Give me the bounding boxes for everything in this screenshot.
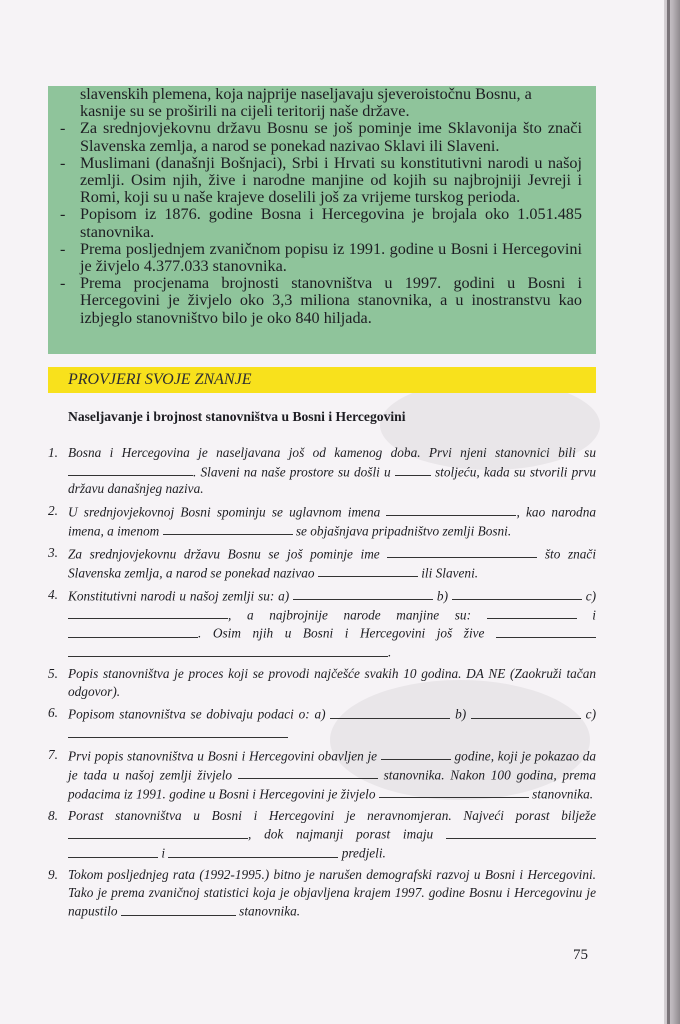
info-intro-line: kasnije su se proširili na cijeli teritorij naše države. xyxy=(80,102,410,121)
question-6: 6. Popisom stanovništva se dobivaju podaci o: a) b) c) xyxy=(48,704,596,742)
answer-blank[interactable] xyxy=(68,843,158,857)
answer-blank[interactable] xyxy=(471,704,581,718)
answer-blank[interactable] xyxy=(68,605,228,619)
answer-blank[interactable] xyxy=(318,563,418,577)
answer-blank[interactable] xyxy=(238,765,378,779)
answer-blank[interactable] xyxy=(68,462,193,476)
answer-blank[interactable] xyxy=(452,586,582,600)
question-8: 8. Porast stanovništva u Bosni i Hercegovini je neravnomjeran. Najveći porast bilježe , dok najmanji porast imaju i predjeli. xyxy=(48,807,596,861)
answer-blank[interactable] xyxy=(168,843,338,857)
answer-blank[interactable] xyxy=(68,642,388,656)
answer-blank[interactable] xyxy=(163,521,293,535)
question-7: 7. Prvi popis stanovništva u Bosni i Hercegovini obavljen je godine, koji je pokazao da je tada u našoj zemlji živjelo stanovnika. Nakon 100 godina, prema podacima iz 1991. godine u Bosni i Hercegovini je živjelo stanovnika. xyxy=(48,747,597,802)
question-4: 4. Konstitutivni narodi u našoj zemlji su: a) b) c) , a najbrojnije narode manjine su: i . Osim njih u Bosni i Hercegovini još žive . xyxy=(48,586,597,660)
info-bullet: - Za srednjovjekovnu državu Bosnu se još pominje ime Sklavonija što znači Slavenska zemlja, a narod se ponekad nazivao Sklavi ili Slaveni. xyxy=(60,119,582,155)
info-bullet: - Prema posljednjem zvaničnom popisu iz 1991. godine u Bosni i Hercegovini je živjelo 4.377.033 stanovnika. xyxy=(60,239,582,276)
page-edge-line xyxy=(667,0,670,1024)
page-number: 75 xyxy=(573,947,588,963)
info-bullet: - Prema procjenama brojnosti stanovništva u 1997. godini u Bosni i Hercegovini je živjelo oko 3,3 miliona stanovnika, a u inostranstvu kao izbjeglo stanovništvo bilo je oko 840 hiljada. xyxy=(60,274,582,327)
question-list xyxy=(48,444,596,924)
question-5: 5. Popis stanovništva je proces koji se provodi najčešće svakih 10 godina. DA NE (Zaokruži tačan odgovor). xyxy=(48,666,596,699)
answer-blank[interactable] xyxy=(293,586,433,600)
answer-blank[interactable] xyxy=(496,623,596,637)
answer-blank[interactable] xyxy=(121,901,236,915)
answer-blank[interactable] xyxy=(446,824,596,838)
answer-blank[interactable] xyxy=(386,502,516,516)
section-heading: Naseljavanje i brojnost stanovništva u Bosni i Hercegovini xyxy=(68,409,406,424)
answer-blank[interactable] xyxy=(379,784,529,798)
answer-blank[interactable] xyxy=(68,623,198,637)
question-3: 3. Za srednjovjekovnu državu Bosnu se još pominje ime što znači Slavenska zemlja, a narod se ponekad nazivao ili Slaveni. xyxy=(48,544,597,581)
question-1: 1. Bosna i Hercegovina je naseljavana još od kamenog doba. Prvi njeni stanovnici bili su . Slaveni na naše prostore su došli u stoljeću, kada su stvorili prvu državu današnjeg naziva. xyxy=(48,445,597,497)
answer-blank[interactable] xyxy=(330,704,450,718)
question-2: 2. U srednjovjekovnoj Bosni spominju se uglavnom imena , kao narodna imena, a imenom se objašnjava pripadništvo zemlji Bosni. xyxy=(48,503,596,539)
info-intro-line: slavenskih plemena, koja najprije naseljavaju sjeveroistočnu Bosnu, a xyxy=(80,85,532,103)
answer-blank[interactable] xyxy=(395,462,431,476)
section-banner: PROVJERI SVOJE ZNANJE xyxy=(48,367,596,393)
info-bullet: - Popisom iz 1876. godine Bosna i Hercegovina je brojala oko 1.051.485 stanovnika. xyxy=(60,205,582,241)
question-9: 9. Tokom posljednjeg rata (1992-1995.) bitno je narušen demografski razvoj u Bosni i Hercegovini. Tako je prema zvaničnoj statistici koja je objavljena krajem 1997. godine Bosnu i Hercegovinu je napustilo stanovnika. xyxy=(48,867,596,919)
answer-blank[interactable] xyxy=(487,605,577,619)
answer-blank[interactable] xyxy=(387,544,537,558)
answer-blank[interactable] xyxy=(68,824,248,838)
answer-blank[interactable] xyxy=(68,723,288,737)
answer-blank[interactable] xyxy=(381,746,451,760)
info-bullet: - Muslimani (današnji Bošnjaci), Srbi i Hrvati su konstitutivni narodi u našoj zemlji. Osim njih, žive i narodne manjine od kojih su najbrojniji Jevreji i Romi, koji su u naše krajeve doselili još za vrijeme turskog perioda. xyxy=(60,153,582,207)
info-box xyxy=(48,86,596,354)
